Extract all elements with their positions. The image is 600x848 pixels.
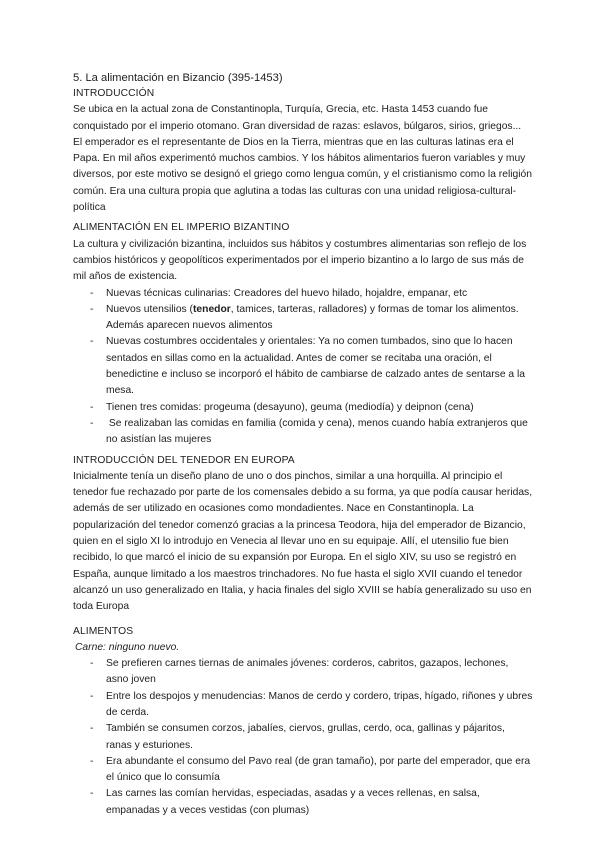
list-item [73,334,533,399]
list-item [73,416,533,449]
dash-bullet: - [90,690,94,702]
list-item-text: Nuevas costumbres occidentales y orientales: Ya no comen tumbados, sino que lo hacen sentados en sillas como en la actualidad. Antes de comer se recitaba una oración, el benedictine e incluso se incorporó el hábito de cambiarse de calzado antes de sentarse a la mesa. [106,336,526,397]
list-item-text: Se realizaban las comidas en familia (comida y cena), menos cuando había extranjeros que no asistían las mujeres [106,417,531,446]
section-paragraph-tenedor: Inicialmente tenía un diseño plano de uno o dos pinchos, similar a una horquilla. Al principio el tenedor fue rechazado por parte de los comensales debido a su forma, ya que podía causar heridas, además de ser utilizado en ocasiones como mondadientes. Nace en Constantinopla. La popularización del tenedor comenzó gracias a la princesa Teodora, hija del emperador de Bizancio, quien en el siglo XI lo introdujo en Venecia al llevar uno en su equipaje. Allí, el utensilio fue bien recibido, lo que marcó el inicio de su expansión por Europa. En el siglo XIV, su uso se registró en España, aunque limitado a los maestros trinchadores. No fue hasta el siglo XVII cuando el tenedor alcanzó un uso generalizado en Italia, y hacia finales del siglo XVIII se había generalizado su uso en toda Europa [73,470,533,613]
section-paragraph-alimentacion: La cultura y civilización bizantina, incluidos sus hábitos y costumbres alimentarias son reflejo de los cambios históricos y geopolíticos experimentados por el imperio bizantino a lo largo de sus más de mil años de existencia. [73,238,527,283]
list-item-text: Se prefieren carnes tiernas de animales jóvenes: corderos, cabritos, gazapos, lechones, asno joven [106,658,509,686]
list-item [73,689,533,722]
dash-bullet: - [90,401,94,413]
section-heading-alimentacion: ALIMENTACIÓN EN EL IMPERIO BIZANTINO [73,222,290,234]
document-page [73,71,533,819]
dash-bullet: - [90,417,94,429]
section-heading-tenedor: INTRODUCCIÓN DEL TENEDOR EN EUROPA [73,454,295,466]
section-heading-alimentos: ALIMENTOS [73,625,134,637]
document-title: 5. La alimentación en Bizancio (395-1453) [73,72,283,84]
alimentos-list [73,656,533,819]
list-item-text: Nuevos utensilios (tenedor, tamices, tarteras, ralladores) y formas de tomar los alimentos. Además aparecen nuevos alimentos [106,303,519,332]
list-item [73,302,533,335]
list-item-text: Nuevas técnicas culinarias: Creadores del huevo hilado, hojaldre, empanar, etc [106,287,468,299]
section-paragraph-introduccion: Se ubica en la actual zona de Constantinopla, Turquía, Grecia, etc. Hasta 1453 cuando fue conquistado por el imperio otomano. Gran diversidad de razas: eslavos, búlgaros, sirios, griegos... El emperador es el representante de Dios en la Tierra, mientras que en las culturas latinas era el Papa. En mil años experimentó muchos cambios. Y los hábitos alimentarios fueron variables y muy diversos, por este motivo se designó el griego como lengua común, y el cristianismo como la religión común. Era una cultura propia que aglutina a todas las culturas con una unidad religiosa-cultural-política [73,104,533,214]
dash-bullet: - [90,788,94,800]
dash-bullet: - [90,287,94,299]
list-item [73,754,533,787]
list-item-text: Tienen tres comidas: progeuma (desayuno), geuma (mediodía) y deipnon (cena) [106,401,474,413]
alimentacion-list [73,286,533,449]
dash-bullet: - [90,658,94,670]
section-subheading-carne: Carne: ninguno nuevo. [75,641,180,653]
bold-term: tenedor [193,303,231,315]
list-item-text: También se consumen corzos, jabalíes, ciervos, grullas, cerdo, oca, gallinas y pájaritos, ranas y esturiones. [106,723,505,751]
dash-bullet: - [90,723,94,735]
dash-bullet: - [90,303,94,315]
dash-bullet: - [90,755,94,767]
list-item [73,400,533,416]
list-item-text: Entre los despojos y menudencias: Manos de cerdo y cordero, tripas, hígado, riñones y ubres de cerda. [106,690,533,718]
list-item [73,786,533,819]
list-item [73,656,533,689]
list-item-text: Las carnes las comían hervidas, especiadas, asadas y a veces rellenas, en salsa, empanadas y a veces vestidas (con plumas) [106,788,480,816]
dash-bullet: - [90,336,94,348]
list-item [73,721,533,754]
list-item-text: Era abundante el consumo del Pavo real (de gran tamaño), por parte del emperador, que era el único que lo consumía [106,755,531,784]
section-heading-introduccion: INTRODUCCIÓN [73,88,155,99]
list-item [73,286,533,302]
